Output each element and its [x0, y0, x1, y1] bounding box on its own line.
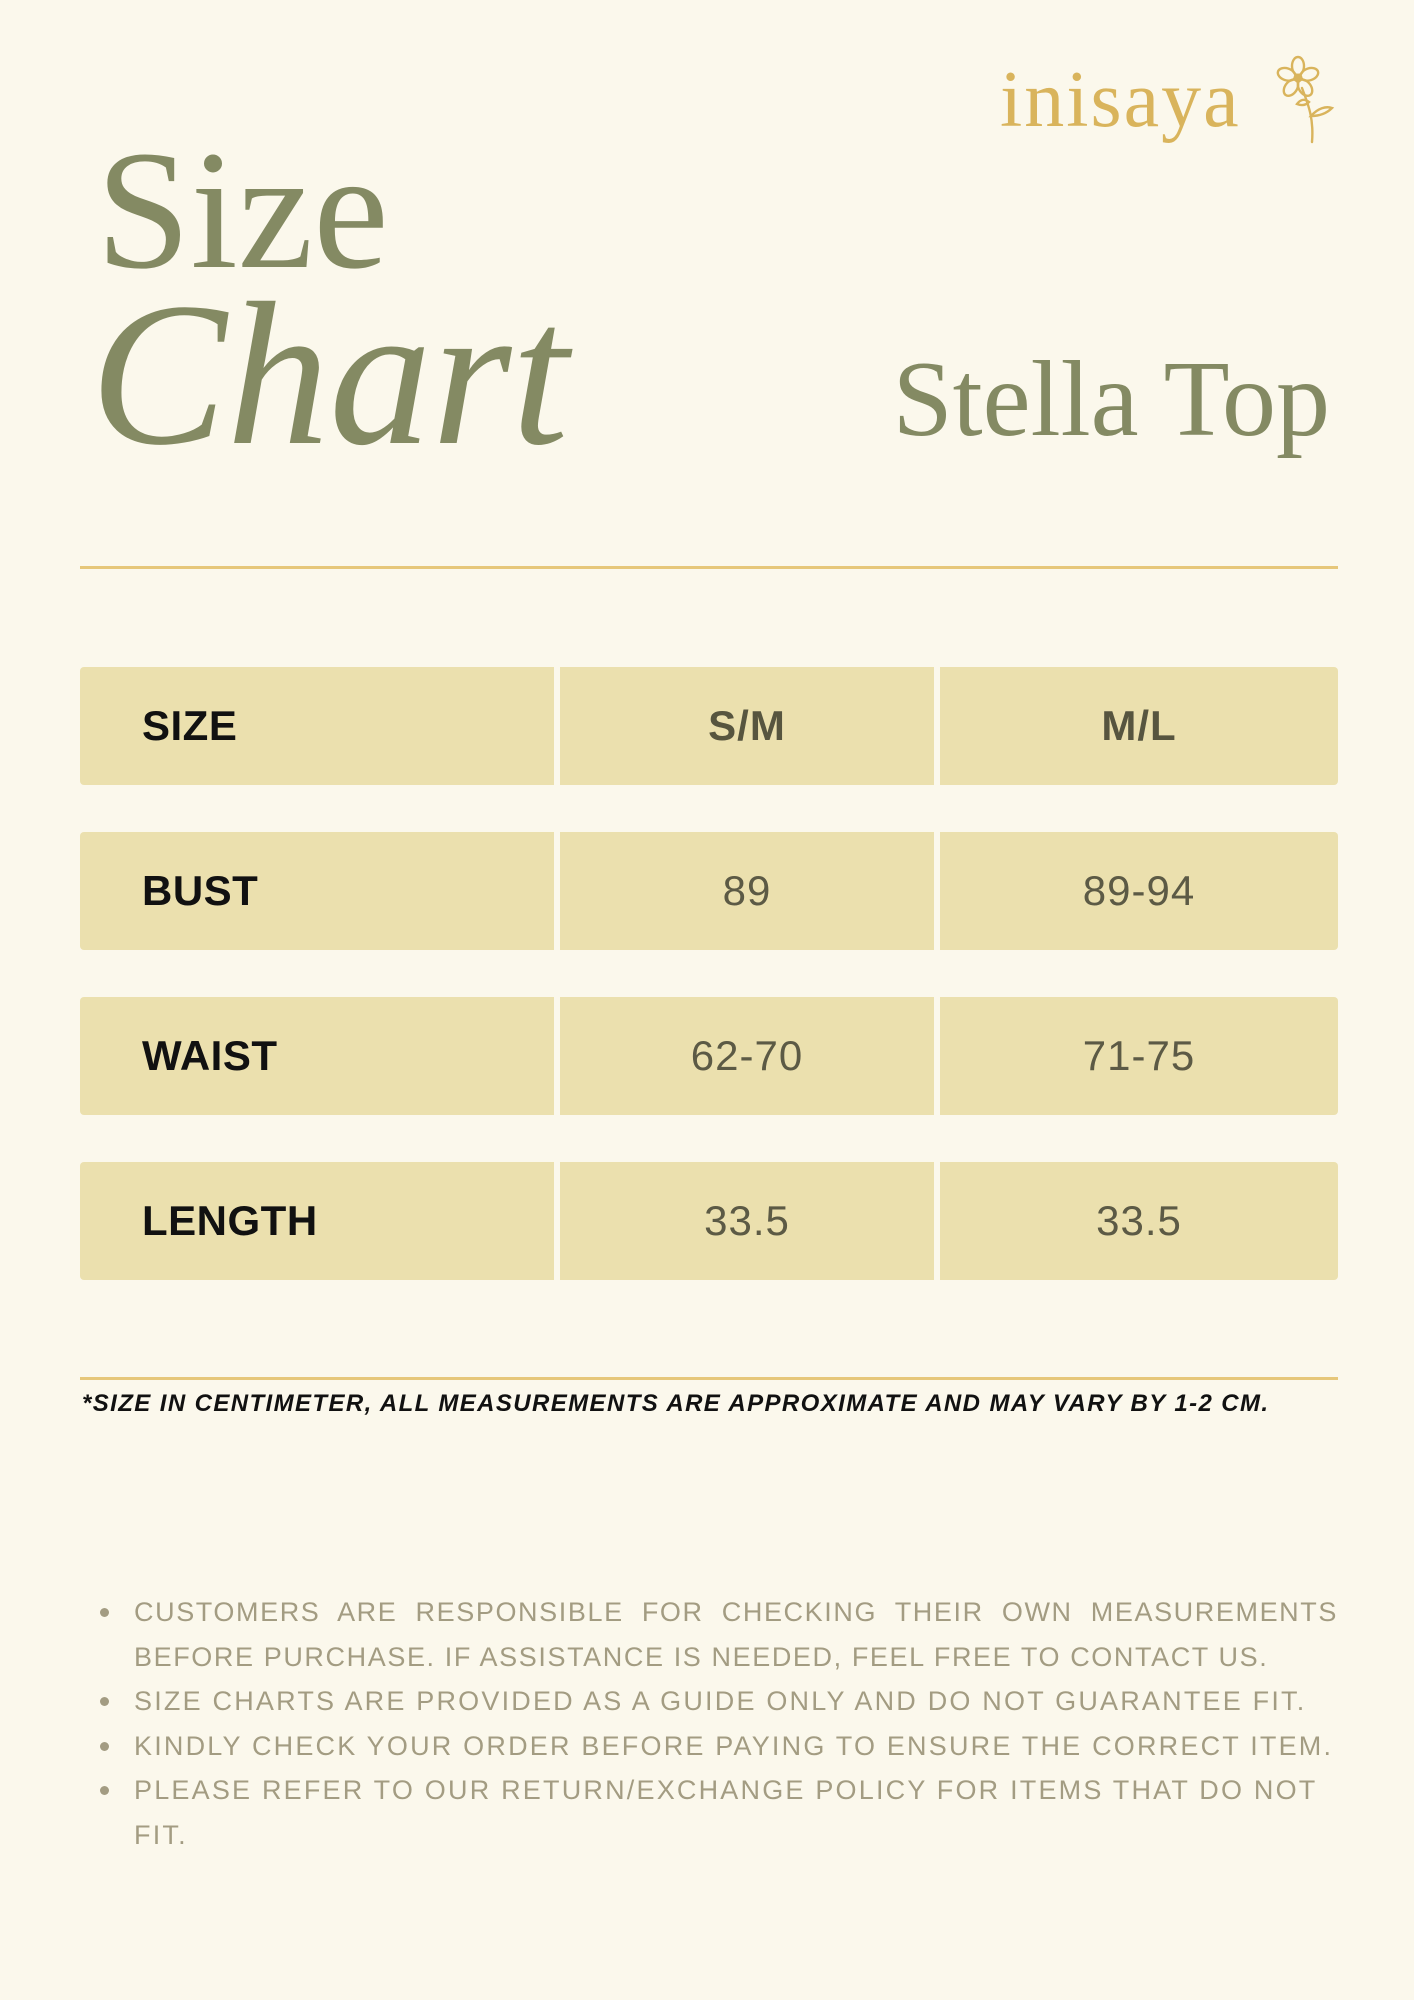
- header-label: SIZE: [80, 667, 554, 785]
- list-item: [96, 1724, 1338, 1769]
- list-item: [96, 1768, 1338, 1857]
- bullet-icon: [100, 1786, 109, 1795]
- row-value-ml: 33.5: [940, 1162, 1338, 1280]
- table-row-waist: [80, 997, 1338, 1115]
- product-name: Stella Top: [892, 340, 1330, 459]
- divider-bottom: [80, 1377, 1338, 1380]
- divider-top: [80, 566, 1338, 569]
- row-value-ml: 71-75: [940, 997, 1338, 1115]
- row-value-sm: 62-70: [560, 997, 934, 1115]
- bullet-icon: [100, 1697, 109, 1706]
- flower-icon: [1272, 54, 1336, 146]
- bullet-icon: [100, 1742, 109, 1751]
- row-value-sm: 89: [560, 832, 934, 950]
- table-row-bust: [80, 832, 1338, 950]
- row-label: WAIST: [80, 997, 554, 1115]
- title-chart: Chart: [90, 261, 569, 488]
- table-row-length: [80, 1162, 1338, 1280]
- brand-logo: [1000, 50, 1340, 150]
- title-size: Size: [96, 116, 389, 304]
- note-text: CUSTOMERS ARE RESPONSIBLE FOR CHECKING THEIR OWN MEASUREMENTS BEFORE PURCHASE. IF ASSISTANCE IS NEEDED, FEEL FREE TO CONTACT US.: [134, 1597, 1338, 1672]
- size-table: [80, 667, 1338, 1327]
- row-value-ml: 89-94: [940, 832, 1338, 950]
- row-value-sm: 33.5: [560, 1162, 934, 1280]
- row-label: BUST: [80, 832, 554, 950]
- note-text: KINDLY CHECK YOUR ORDER BEFORE PAYING TO ENSURE THE CORRECT ITEM.: [134, 1730, 1334, 1761]
- header-sm: S/M: [560, 667, 934, 785]
- bullet-icon: [100, 1608, 109, 1617]
- row-label: LENGTH: [80, 1162, 554, 1280]
- brand-name: inisaya: [1000, 56, 1241, 144]
- list-item: [96, 1590, 1338, 1679]
- list-item: [96, 1679, 1338, 1724]
- header-ml: M/L: [940, 667, 1338, 785]
- policy-notes: [96, 1590, 1338, 1857]
- note-text: PLEASE REFER TO OUR RETURN/EXCHANGE POLICY FOR ITEMS THAT DO NOT FIT.: [134, 1775, 1317, 1850]
- note-text: SIZE CHARTS ARE PROVIDED AS A GUIDE ONLY AND DO NOT GUARANTEE FIT.: [134, 1686, 1307, 1716]
- measurement-footnote: *SIZE IN CENTIMETER, ALL MEASUREMENTS ARE APPROXIMATE AND MAY VARY BY 1-2 CM.: [82, 1390, 1270, 1417]
- table-header-row: [80, 667, 1338, 785]
